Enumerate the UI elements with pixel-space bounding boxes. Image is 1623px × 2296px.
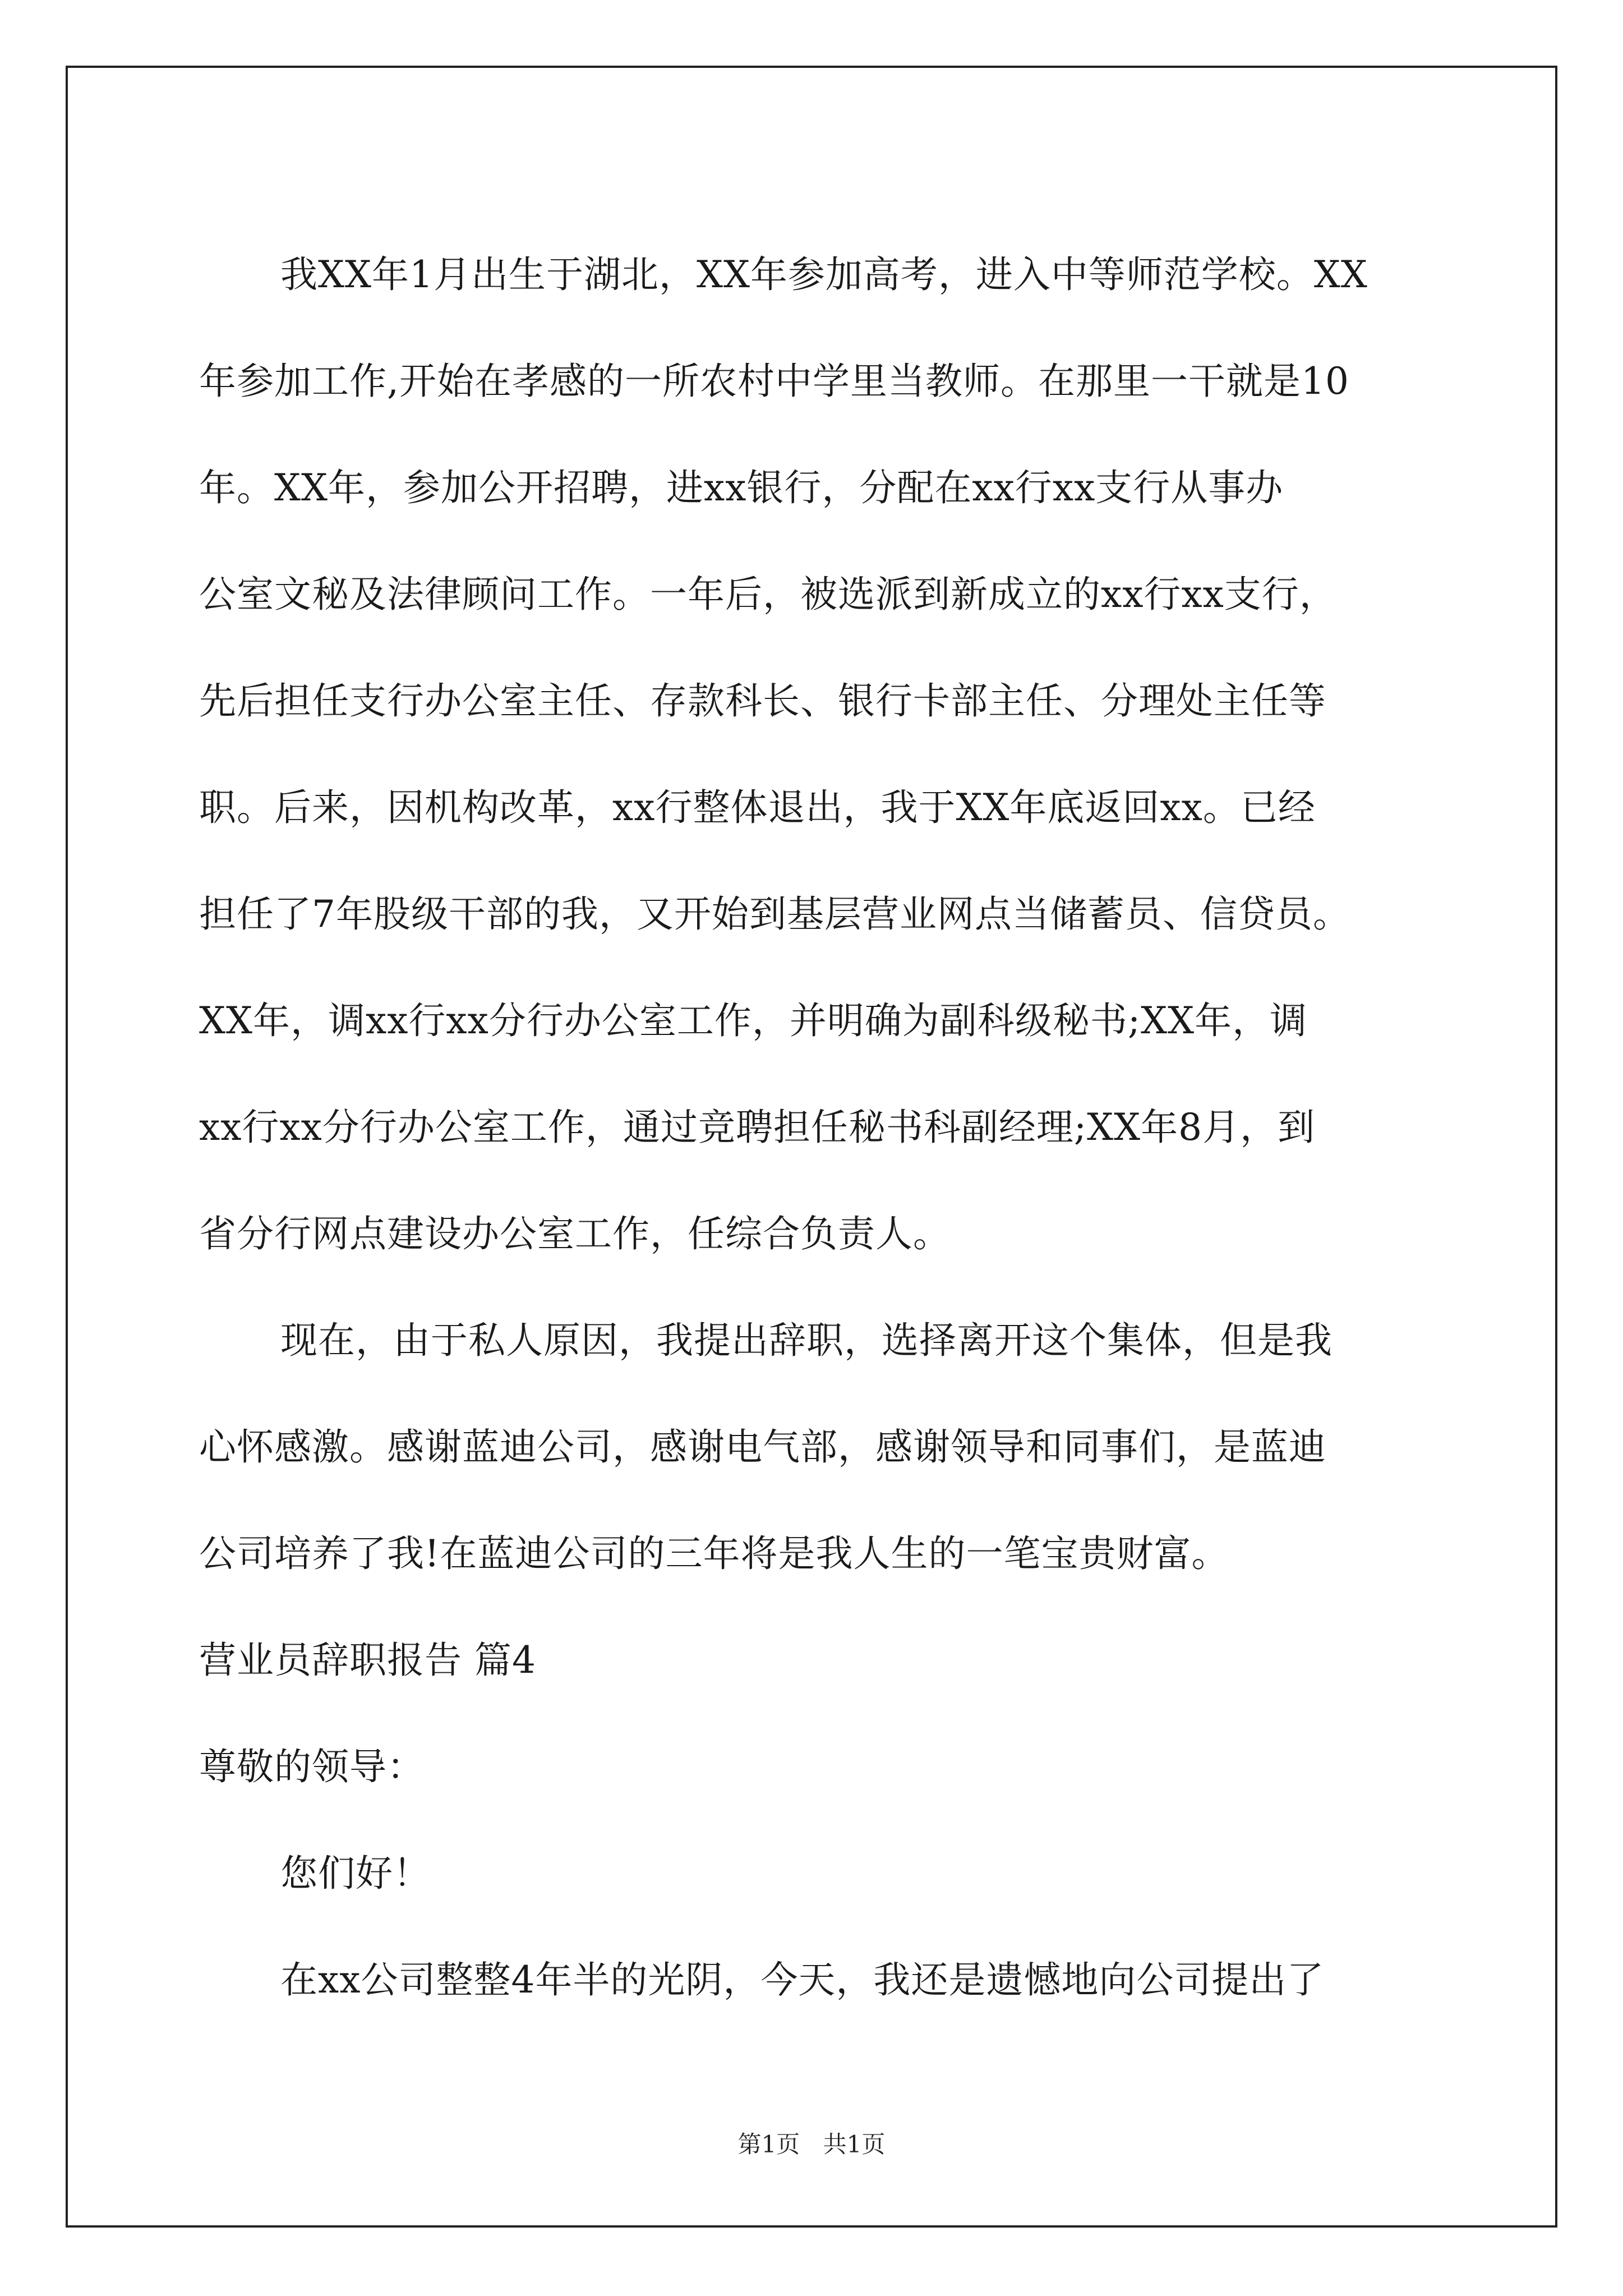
section-heading: 营业员辞职报告 篇4 [199, 1639, 536, 1682]
greeting: 您们好！ [280, 1852, 431, 1895]
text-line: 担任了7年股级干部的我，又开始到基层营业网点当储蓄员、信贷员。 [199, 892, 1350, 936]
document-body [199, 222, 1427, 2033]
page-footer [0, 2126, 1623, 2160]
text-line: 职。后来，因机构改革，xx行整体退出，我于XX年底返回xx。已经 [199, 786, 1316, 829]
salutation: 尊敬的领导： [199, 1745, 425, 1788]
text-line: 心怀感激。感谢蓝迪公司，感谢电气部，感谢领导和同事们，是蓝迪 [199, 1425, 1326, 1469]
text-line: 我XX年1月出生于湖北，XX年参加高考，进入中等师范学校。XX [280, 253, 1368, 296]
text-line: xx行xx分行办公室工作，通过竞聘担任秘书科副经理;XX年8月，到 [199, 1106, 1316, 1149]
text-line: 年。XX年，参加公开招聘，进xx银行，分配在xx行xx支行从事办 [199, 466, 1284, 509]
text-line: 先后担任支行办公室主任、存款科长、银行卡部主任、分理处主任等 [199, 679, 1326, 723]
text-line: 省分行网点建设办公室工作，任综合负责人。 [199, 1212, 951, 1255]
text-line: 公司培养了我!在蓝迪公司的三年将是我人生的一笔宝贵财富。 [199, 1532, 1229, 1575]
page-number-current: 第1页 [737, 2131, 800, 2158]
text-line: 年参加工作,开始在孝感的一所农村中学里当教师。在那里一干就是10 [199, 360, 1349, 403]
text-line: 现在，由于私人原因，我提出辞职，选择离开这个集体，但是我 [280, 1319, 1332, 1362]
text-line: 公室文秘及法律顾问工作。一年后，被选派到新成立的xx行xx支行， [199, 573, 1337, 616]
text-line: 在xx公司整整4年半的光阴，今天，我还是遗憾地向公司提出了 [280, 1958, 1325, 2001]
page-number-total: 共1页 [823, 2131, 886, 2158]
text-line: XX年，调xx行xx分行办公室工作，并明确为副科级秘书;XX年，调 [199, 999, 1308, 1042]
